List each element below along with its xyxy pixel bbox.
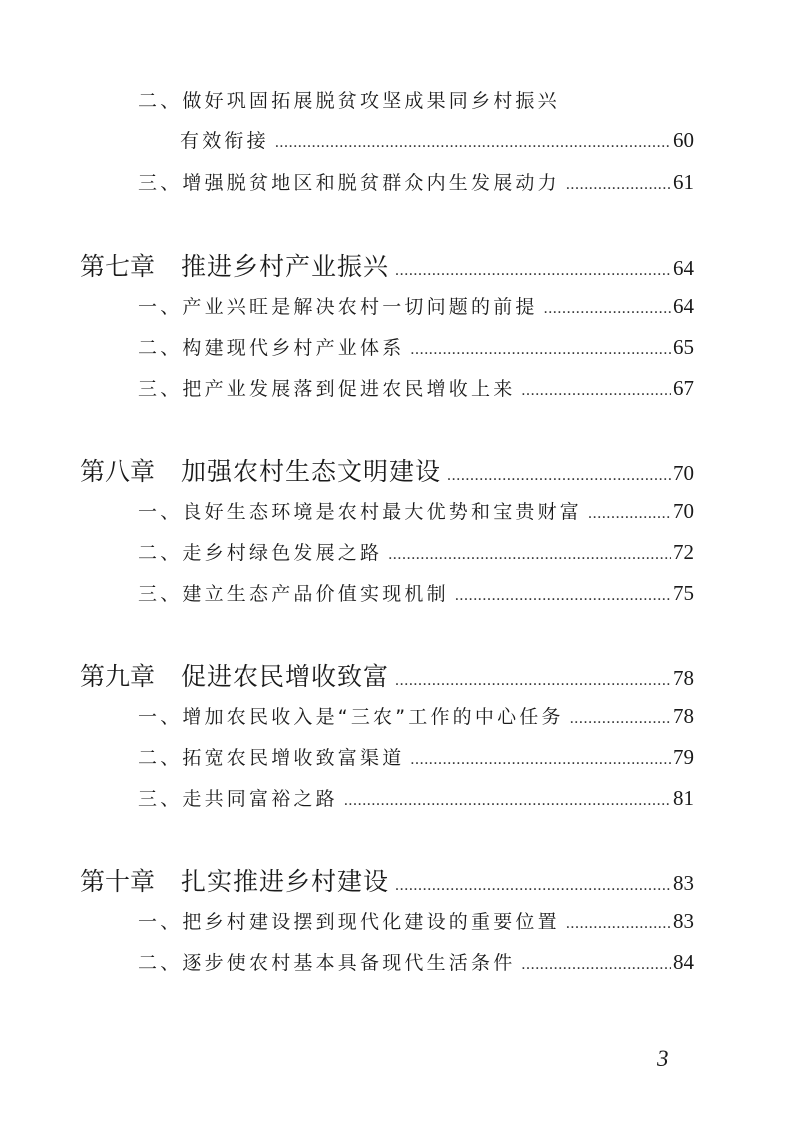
page-ref: 60 — [673, 128, 694, 152]
page-ref: 78 — [673, 666, 694, 690]
section-label: 二、构建现代乡村产业体系 — [138, 337, 405, 359]
page-ref: 72 — [673, 540, 694, 564]
dot-leader — [566, 176, 671, 194]
dot-leader — [395, 672, 671, 690]
section-label: 一、良好生态环境是农村最大优势和宝贵财富 — [138, 501, 583, 523]
dot-leader — [455, 587, 671, 605]
dot-leader — [410, 751, 671, 769]
toc-chapter[interactable] — [80, 862, 694, 898]
dot-leader — [570, 710, 671, 728]
toc-section[interactable] — [138, 292, 694, 319]
page-ref: 70 — [673, 461, 694, 485]
section-label: 三、建立生态产品价值实现机制 — [138, 583, 449, 605]
toc-section[interactable] — [138, 579, 694, 606]
toc-section[interactable] — [138, 743, 694, 770]
chapter-title: 扎实推进乡村建设 — [181, 867, 390, 896]
toc-section — [138, 86, 694, 113]
section-label: 二、走乡村绿色发展之路 — [138, 542, 383, 564]
toc-section[interactable] — [138, 374, 694, 401]
chapter-number: 第十章 — [80, 867, 156, 896]
dot-leader — [521, 956, 671, 974]
dot-leader — [410, 341, 671, 359]
section-label: 一、产业兴旺是解决农村一切问题的前提 — [138, 296, 538, 318]
page-ref: 83 — [673, 909, 694, 933]
chapter-title: 加强农村生态文明建设 — [181, 457, 442, 486]
dot-leader — [566, 915, 671, 933]
dot-leader — [395, 877, 671, 895]
dot-leader — [395, 262, 671, 280]
page-ref: 64 — [673, 294, 694, 318]
page-ref: 81 — [673, 786, 694, 810]
dot-leader — [275, 134, 671, 152]
section-label: 一、增加农民收入是“三农”工作的中心任务 — [138, 706, 564, 728]
chapter-number: 第八章 — [80, 457, 156, 486]
page-ref: 84 — [673, 950, 694, 974]
toc-chapter[interactable] — [80, 247, 694, 283]
dot-leader — [447, 467, 671, 485]
chapter-number: 第九章 — [80, 662, 156, 691]
section-label: 一、把乡村建设摆到现代化建设的重要位置 — [138, 911, 560, 933]
toc-section[interactable] — [138, 168, 694, 195]
toc-chapter[interactable] — [80, 657, 694, 693]
dot-leader — [521, 382, 671, 400]
dot-leader — [388, 546, 671, 564]
page-ref: 64 — [673, 256, 694, 280]
chapter-number: 第七章 — [80, 252, 156, 281]
toc-section[interactable] — [138, 948, 694, 975]
page-ref: 61 — [673, 170, 694, 194]
toc-section[interactable] — [138, 702, 694, 729]
page-ref: 79 — [673, 745, 694, 769]
dot-leader — [344, 792, 671, 810]
page-ref: 67 — [673, 376, 694, 400]
chapter-title: 促进农民增收致富 — [181, 662, 390, 691]
chapter-title: 推进乡村产业振兴 — [181, 252, 390, 281]
toc-section[interactable] — [138, 784, 694, 811]
dot-leader — [544, 300, 671, 318]
section-label: 三、走共同富裕之路 — [138, 788, 338, 810]
page-ref: 78 — [673, 704, 694, 728]
toc-section[interactable] — [138, 538, 694, 565]
page-ref: 83 — [673, 871, 694, 895]
section-label: 二、做好巩固拓展脱贫攻坚成果同乡村振兴 — [138, 90, 560, 112]
page-ref: 70 — [673, 499, 694, 523]
section-label: 二、拓宽农民增收致富渠道 — [138, 747, 405, 769]
page-ref: 75 — [673, 581, 694, 605]
section-label: 三、增强脱贫地区和脱贫群众内生发展动力 — [138, 172, 560, 194]
section-label: 有效衔接 — [180, 130, 269, 152]
section-label: 二、逐步使农村基本具备现代生活条件 — [138, 952, 516, 974]
dot-leader — [588, 505, 671, 523]
section-label: 三、把产业发展落到促进农民增收上来 — [138, 378, 516, 400]
toc-section[interactable] — [138, 907, 694, 934]
toc-section[interactable] — [138, 333, 694, 360]
toc-section-continuation[interactable] — [180, 126, 694, 153]
toc-section[interactable] — [138, 497, 694, 524]
page-number: 3 — [657, 1046, 669, 1071]
toc-chapter[interactable] — [80, 452, 694, 488]
page-ref: 65 — [673, 335, 694, 359]
